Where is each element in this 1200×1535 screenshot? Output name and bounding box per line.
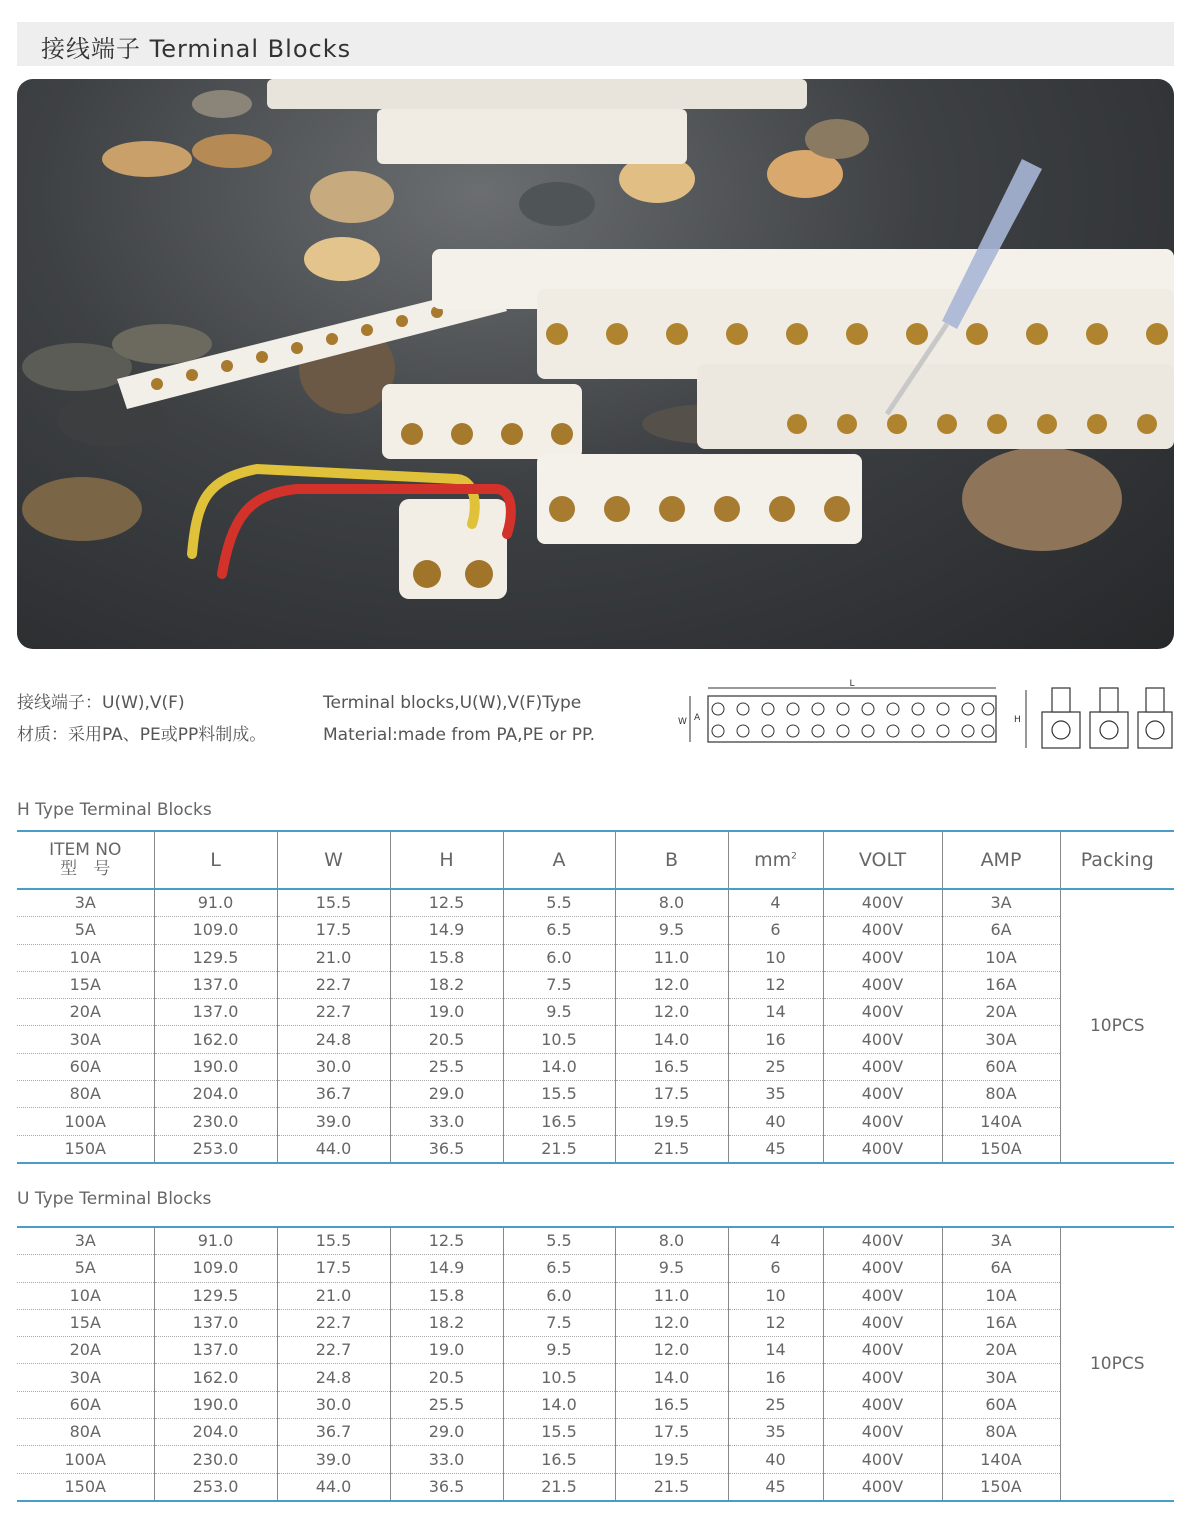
table-cell: 10A	[942, 1282, 1060, 1309]
table-cell: 162.0	[154, 1364, 277, 1391]
table-row	[17, 1081, 1174, 1108]
table-cell: 7.5	[503, 1309, 615, 1336]
table-cell: 190.0	[154, 1391, 277, 1418]
table-cell: 29.0	[390, 1081, 503, 1108]
table-cell: 230.0	[154, 1446, 277, 1473]
table-cell: 9.5	[615, 917, 728, 944]
header-mm: mm	[754, 849, 792, 871]
table-cell: 15.5	[277, 889, 390, 917]
table-cell: 22.7	[277, 1337, 390, 1364]
table-cell: 60A	[17, 1391, 154, 1418]
table-cell: 30A	[17, 1364, 154, 1391]
table-cell: 15A	[17, 971, 154, 998]
table-cell: 16.5	[503, 1108, 615, 1135]
table-cell: 129.5	[154, 944, 277, 971]
table-row	[17, 999, 1174, 1026]
table-cell: 30.0	[277, 1053, 390, 1080]
table-cell: 33.0	[390, 1108, 503, 1135]
table-cell: 150A	[17, 1473, 154, 1501]
table-cell: 40	[728, 1446, 823, 1473]
table-cell: 10	[728, 1282, 823, 1309]
table-cell: 17.5	[615, 1419, 728, 1446]
table-cell: 12.5	[390, 889, 503, 917]
table-cell: 109.0	[154, 917, 277, 944]
table-row	[17, 889, 1174, 917]
table-cell: 400V	[823, 1446, 942, 1473]
table-cell: 15.5	[503, 1419, 615, 1446]
packing-cell: 10PCS	[1089, 1353, 1145, 1374]
table-cell: 18.2	[390, 971, 503, 998]
table-cell: 400V	[823, 971, 942, 998]
table-cell: 204.0	[154, 1419, 277, 1446]
table-cell: 14.9	[390, 1255, 503, 1282]
table-cell: 30.0	[277, 1391, 390, 1418]
table-cell: 400V	[823, 999, 942, 1026]
table-cell: 400V	[823, 1053, 942, 1080]
header-item-no	[17, 831, 154, 889]
table-row	[17, 1227, 1174, 1255]
table-row	[17, 944, 1174, 971]
table-cell: 400V	[823, 1309, 942, 1336]
table-cell: 400V	[823, 1364, 942, 1391]
table-cell: 400V	[823, 1026, 942, 1053]
table-cell: 17.5	[277, 1255, 390, 1282]
diagram-label-l: L	[849, 679, 855, 689]
table-cell: 400V	[823, 1108, 942, 1135]
table-cell: 400V	[823, 1227, 942, 1255]
table-cell: 253.0	[154, 1473, 277, 1501]
table-cell: 60A	[942, 1391, 1060, 1418]
table-cell: 14.0	[503, 1391, 615, 1418]
table-cell: 19.5	[615, 1446, 728, 1473]
table-cell: 5A	[17, 1255, 154, 1282]
table-cell: 137.0	[154, 1337, 277, 1364]
table-cell: 6.0	[503, 944, 615, 971]
table-cell: 11.0	[615, 1282, 728, 1309]
header-b: B	[615, 831, 728, 889]
table-cell: 91.0	[154, 889, 277, 917]
table-cell: 16	[728, 1026, 823, 1053]
header-w: W	[277, 831, 390, 889]
header-packing: Packing	[1060, 831, 1174, 889]
table-cell: 11.0	[615, 944, 728, 971]
table-cell: 140A	[942, 1108, 1060, 1135]
table-cell: 20A	[17, 1337, 154, 1364]
table-cell: 15.5	[503, 1081, 615, 1108]
table-cell: 6.0	[503, 1282, 615, 1309]
table-cell: 129.5	[154, 1282, 277, 1309]
table-cell: 20A	[942, 1337, 1060, 1364]
table-cell: 150A	[942, 1473, 1060, 1501]
table-cell: 5A	[17, 917, 154, 944]
dimension-diagram	[670, 678, 1174, 754]
table-cell: 400V	[823, 1337, 942, 1364]
table-cell: 20.5	[390, 1026, 503, 1053]
table-cell: 400V	[823, 1419, 942, 1446]
table-cell: 36.5	[390, 1135, 503, 1163]
table-cell: 190.0	[154, 1053, 277, 1080]
table-cell: 15.8	[390, 1282, 503, 1309]
table-cell: 40	[728, 1108, 823, 1135]
table-row	[17, 1026, 1174, 1053]
table-cell: 12.0	[615, 1337, 728, 1364]
table-cell: 60A	[942, 1053, 1060, 1080]
table-cell: 14.0	[615, 1364, 728, 1391]
table-cell: 10	[728, 944, 823, 971]
table-row	[17, 917, 1174, 944]
table-cell: 3A	[17, 1227, 154, 1255]
header-mm-sup: 2	[791, 851, 797, 862]
table-cell: 21.5	[615, 1135, 728, 1163]
table-cell: 45	[728, 1135, 823, 1163]
table-cell: 17.5	[615, 1081, 728, 1108]
table-cell: 100A	[17, 1446, 154, 1473]
table-row	[17, 1337, 1174, 1364]
table-cell: 3A	[942, 889, 1060, 917]
product-photo	[17, 79, 1174, 649]
header-amp: AMP	[942, 831, 1060, 889]
table-cell: 16A	[942, 971, 1060, 998]
table-cell: 12.5	[390, 1227, 503, 1255]
table-cell: 400V	[823, 1081, 942, 1108]
table-row	[17, 1053, 1174, 1080]
description-cn-line1: 接线端子：U(W),V(F)	[17, 693, 185, 713]
table-cell: 30A	[942, 1364, 1060, 1391]
table-cell: 7.5	[503, 971, 615, 998]
table-cell: 22.7	[277, 999, 390, 1026]
table-cell: 230.0	[154, 1108, 277, 1135]
header-l: L	[154, 831, 277, 889]
h-type-table	[17, 830, 1174, 1164]
table-cell: 16.5	[503, 1446, 615, 1473]
table-cell: 36.7	[277, 1081, 390, 1108]
header-volt: VOLT	[823, 831, 942, 889]
table-cell: 16.5	[615, 1391, 728, 1418]
table-cell: 9.5	[503, 999, 615, 1026]
page-header	[17, 22, 1174, 66]
table-cell: 400V	[823, 1473, 942, 1501]
table-cell: 39.0	[277, 1108, 390, 1135]
table-cell: 400V	[823, 1282, 942, 1309]
table-cell: 109.0	[154, 1255, 277, 1282]
u-type-table	[17, 1226, 1174, 1502]
diagram-label-h: H	[1014, 715, 1021, 725]
table-row	[17, 1282, 1174, 1309]
table-cell: 4	[728, 1227, 823, 1255]
table-cell: 6A	[942, 917, 1060, 944]
table-cell: 6.5	[503, 917, 615, 944]
table-row	[17, 1473, 1174, 1501]
table-row	[17, 1108, 1174, 1135]
table-cell: 6	[728, 917, 823, 944]
header-a: A	[503, 831, 615, 889]
table-cell: 150A	[942, 1135, 1060, 1163]
table-cell: 400V	[823, 917, 942, 944]
table-header-row	[17, 831, 1174, 889]
table-cell: 60A	[17, 1053, 154, 1080]
table-cell: 19.5	[615, 1108, 728, 1135]
table-cell: 21.0	[277, 1282, 390, 1309]
table-cell: 30A	[942, 1026, 1060, 1053]
table-cell: 21.5	[503, 1135, 615, 1163]
table-cell: 80A	[942, 1419, 1060, 1446]
table-cell: 10A	[17, 944, 154, 971]
table-cell: 100A	[17, 1108, 154, 1135]
table-cell: 21.0	[277, 944, 390, 971]
packing-cell: 10PCS	[1089, 1015, 1145, 1036]
table-cell: 400V	[823, 944, 942, 971]
table-cell: 19.0	[390, 1337, 503, 1364]
h-type-title: H Type Terminal Blocks	[17, 800, 212, 820]
table-cell: 22.7	[277, 971, 390, 998]
header-h: H	[390, 831, 503, 889]
table-cell: 18.2	[390, 1309, 503, 1336]
table-cell: 25.5	[390, 1391, 503, 1418]
table-cell: 5.5	[503, 889, 615, 917]
table-cell: 17.5	[277, 917, 390, 944]
table-cell: 14.0	[615, 1026, 728, 1053]
table-row	[17, 971, 1174, 998]
table-cell: 4	[728, 889, 823, 917]
table-cell: 22.7	[277, 1309, 390, 1336]
description-en-line1: Terminal blocks,U(W),V(F)Type	[323, 693, 582, 713]
table-cell: 14.9	[390, 917, 503, 944]
u-type-table-body	[17, 1227, 1174, 1501]
table-cell: 253.0	[154, 1135, 277, 1163]
table-cell: 12.0	[615, 971, 728, 998]
diagram-label-w: W	[678, 717, 687, 727]
table-cell: 14	[728, 999, 823, 1026]
h-type-table-body	[17, 889, 1174, 1163]
table-cell: 44.0	[277, 1135, 390, 1163]
header-mm2	[728, 831, 823, 889]
table-cell: 24.8	[277, 1364, 390, 1391]
table-cell: 162.0	[154, 1026, 277, 1053]
terminal-blocks-illustration	[17, 79, 1174, 649]
table-cell: 10.5	[503, 1026, 615, 1053]
table-cell: 400V	[823, 1391, 942, 1418]
header-item-en: ITEM NO	[49, 840, 122, 860]
table-cell: 45	[728, 1473, 823, 1501]
table-cell: 140A	[942, 1446, 1060, 1473]
table-cell: 16A	[942, 1309, 1060, 1336]
page-title: 接线端子 Terminal Blocks	[41, 35, 352, 63]
table-cell: 3A	[942, 1227, 1060, 1255]
table-cell: 400V	[823, 1255, 942, 1282]
table-row	[17, 1446, 1174, 1473]
table-cell: 12.0	[615, 999, 728, 1026]
table-cell: 20A	[942, 999, 1060, 1026]
table-cell: 25	[728, 1391, 823, 1418]
table-row	[17, 1364, 1174, 1391]
table-cell: 9.5	[615, 1255, 728, 1282]
table-cell: 19.0	[390, 999, 503, 1026]
table-cell: 14.0	[503, 1053, 615, 1080]
table-cell: 137.0	[154, 999, 277, 1026]
u-type-title: U Type Terminal Blocks	[17, 1189, 212, 1209]
table-cell: 400V	[823, 1135, 942, 1163]
header-item-cn: 型 号	[60, 859, 111, 879]
table-cell: 29.0	[390, 1419, 503, 1446]
table-cell: 15.5	[277, 1227, 390, 1255]
table-cell: 12.0	[615, 1309, 728, 1336]
table-cell: 35	[728, 1419, 823, 1446]
table-cell: 15A	[17, 1309, 154, 1336]
table-cell: 36.5	[390, 1473, 503, 1501]
table-row	[17, 1135, 1174, 1163]
table-cell: 150A	[17, 1135, 154, 1163]
table-cell: 10A	[17, 1282, 154, 1309]
table-cell: 10.5	[503, 1364, 615, 1391]
table-cell: 21.5	[615, 1473, 728, 1501]
table-row	[17, 1255, 1174, 1282]
table-cell: 137.0	[154, 971, 277, 998]
table-row	[17, 1419, 1174, 1446]
table-cell: 400V	[823, 889, 942, 917]
table-cell: 10A	[942, 944, 1060, 971]
table-cell: 24.8	[277, 1026, 390, 1053]
description-en-line2: Material:made from PA,PE or PP.	[323, 725, 596, 745]
table-cell: 5.5	[503, 1227, 615, 1255]
description-english	[323, 687, 595, 751]
table-cell: 25.5	[390, 1053, 503, 1080]
table-cell: 44.0	[277, 1473, 390, 1501]
table-cell: 20.5	[390, 1364, 503, 1391]
table-cell: 80A	[17, 1419, 154, 1446]
description-chinese	[17, 687, 266, 751]
table-cell: 30A	[17, 1026, 154, 1053]
table-cell: 8.0	[615, 889, 728, 917]
table-cell: 12	[728, 1309, 823, 1336]
table-row	[17, 1391, 1174, 1418]
table-cell: 137.0	[154, 1309, 277, 1336]
table-cell: 80A	[942, 1081, 1060, 1108]
table-cell: 9.5	[503, 1337, 615, 1364]
table-cell: 6.5	[503, 1255, 615, 1282]
table-cell: 39.0	[277, 1446, 390, 1473]
table-cell: 204.0	[154, 1081, 277, 1108]
table-cell: 6A	[942, 1255, 1060, 1282]
table-cell: 25	[728, 1053, 823, 1080]
diagram-label-a: A	[694, 713, 701, 723]
table-cell: 8.0	[615, 1227, 728, 1255]
table-cell: 14	[728, 1337, 823, 1364]
description-cn-line2: 材质：采用PA、PE或PP料制成。	[17, 725, 267, 745]
table-cell: 91.0	[154, 1227, 277, 1255]
table-cell: 80A	[17, 1081, 154, 1108]
table-cell: 15.8	[390, 944, 503, 971]
table-cell: 35	[728, 1081, 823, 1108]
table-cell: 21.5	[503, 1473, 615, 1501]
table-cell: 36.7	[277, 1419, 390, 1446]
table-cell: 20A	[17, 999, 154, 1026]
table-row	[17, 1309, 1174, 1336]
table-cell: 6	[728, 1255, 823, 1282]
table-cell: 33.0	[390, 1446, 503, 1473]
table-cell: 16	[728, 1364, 823, 1391]
table-cell: 3A	[17, 889, 154, 917]
table-cell: 16.5	[615, 1053, 728, 1080]
table-cell: 12	[728, 971, 823, 998]
